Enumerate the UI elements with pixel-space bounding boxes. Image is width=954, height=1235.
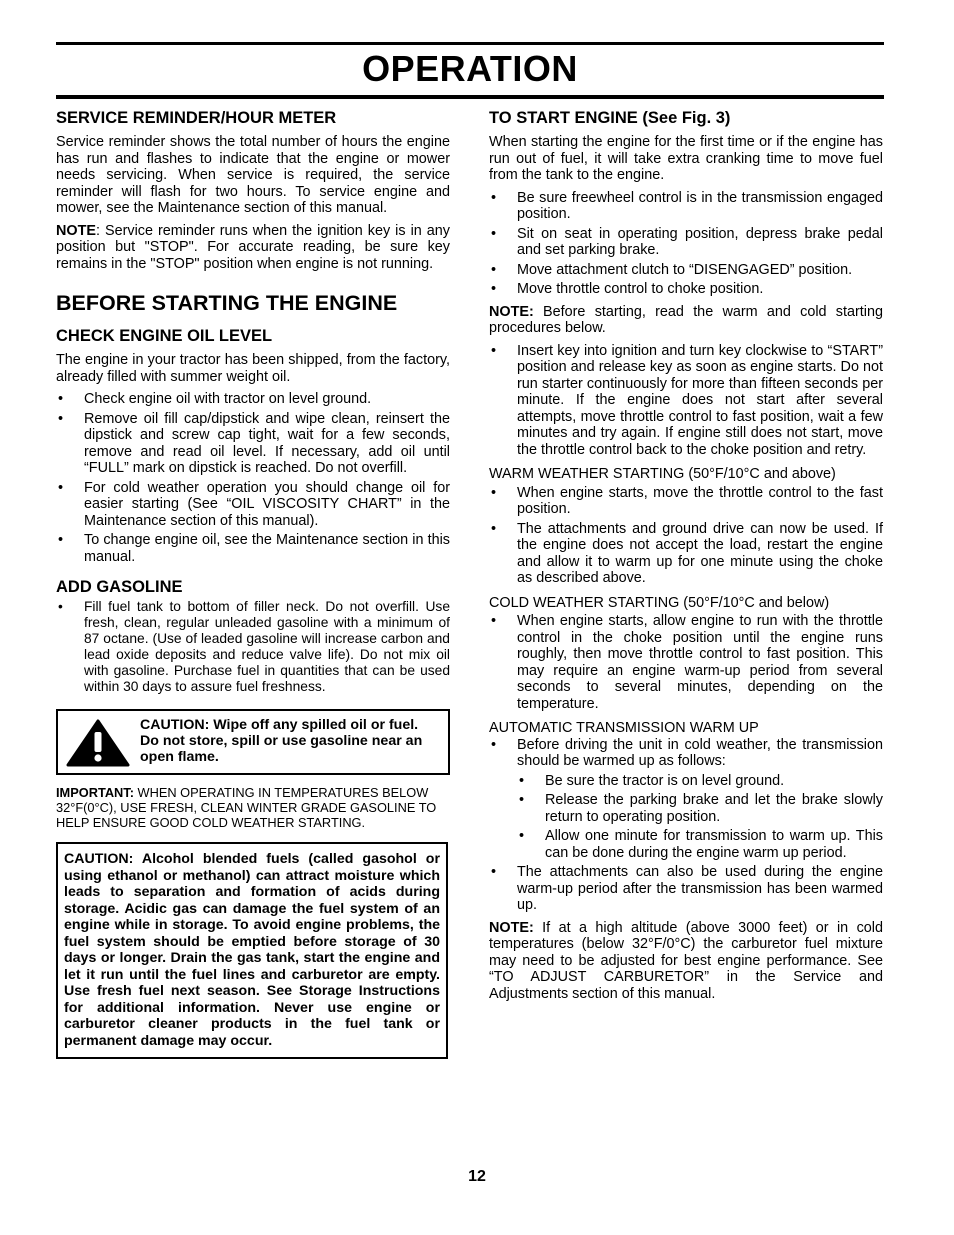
list-item: • Release the parking brake and let the brake slowly return to operating position.: [519, 792, 883, 825]
left-column: [56, 108, 450, 1059]
caution-flame-text: CAUTION: Wipe off any spilled oil or fuel. Do not store, spill or use gasoline near an open flame.: [140, 717, 423, 765]
start-engine-heading: TO START ENGINE (See Fig. 3): [489, 109, 731, 127]
key-bullets: [489, 343, 883, 459]
important-notice: [56, 785, 450, 830]
list-item: • Be sure the tractor is on level ground.: [519, 772, 785, 789]
transmission-sub-bullets: [489, 773, 883, 862]
list-item: • Move throttle control to choke position.: [491, 281, 764, 297]
list-item: • Before driving the unit in cold weather, the transmission should be warmed up as follows:: [491, 736, 883, 769]
service-paragraph: Service reminder shows the total number of hours the engine has run and flashes to indicate that the engine or mower needs servicing. When service is required, the service reminder will flash for two hours. To service engine and mower, see the Maintenance section of this manual.: [56, 134, 450, 216]
start-note: [489, 304, 883, 337]
service-note-label: NOTE: [56, 222, 96, 239]
list-item: • To change engine oil, see the Maintenance section in this manual.: [58, 532, 450, 565]
warm-weather-heading: WARM WEATHER STARTING (50°F/10°C and above): [489, 466, 836, 482]
gasoline-bullet-list: [56, 599, 450, 695]
warm-weather-bullets: [489, 485, 883, 587]
list-item: • Sit on seat in operating position, depress brake pedal and set parking brake.: [491, 225, 883, 258]
important-label: IMPORTANT:: [56, 785, 134, 800]
list-item: • Allow one minute for transmission to warm up. This can be done during the engine warm up period.: [519, 828, 883, 861]
list-item: • The attachments and ground drive can now be used. If the engine does not accept the load, restart the engine and allow it to warm up for one minute using the choke as described above.: [491, 520, 883, 586]
transmission-bullets-2: [489, 864, 883, 914]
page-title: OPERATION: [362, 48, 578, 89]
oil-heading: CHECK ENGINE OIL LEVEL: [56, 327, 273, 345]
start-note-label: NOTE:: [489, 303, 534, 320]
altitude-note-label: NOTE:: [489, 919, 534, 936]
caution-box-alcohol: CAUTION: Alcohol blended fuels (called gasohol or using ethanol or methanol) can attract moisture which leads to separation and formation of acids during storage. Acidic gas can damage the fuel system of an engine while in storage. To avoid engine problems, the fuel system should be emptied before storage of 30 days or longer. Drain the gas tank, start the engine and let it run until the fuel lines and carburetor are empty. Use fresh fuel next season. See Storage Instructions for additional information. Never use engine or carburetor cleaner products in the fuel tank or permanent damage may occur.: [56, 842, 448, 1059]
altitude-note-text: If at a high altitude (above 3000 feet) or in cold temperatures (below 32°F/0°C) the carburetor fuel mixture may need to be adjusted for best engine performance. See “TO ADJUST CARBURETOR” in the Service and Adjustments section of this manual.: [489, 919, 883, 1002]
warning-triangle-icon: [66, 719, 130, 767]
important-text: WHEN OPERATING IN TEMPERATURES BELOW 32°F(0°C), USE FRESH, CLEAN WINTER GRADE GASOLINE TO HELP ENSURE GOOD COLD WEATHER STARTING.: [56, 785, 437, 830]
list-item: • When engine starts, move the throttle control to the fast position.: [491, 484, 883, 517]
right-column: [489, 108, 883, 1008]
service-note: [56, 223, 450, 273]
caution-box-flame: [56, 709, 450, 775]
transmission-warmup-heading: AUTOMATIC TRANSMISSION WARM UP: [489, 720, 759, 736]
list-item: • Insert key into ignition and turn key clockwise to “START” position and release key as soon as engine starts. Do not run starter continuously for more than fifteen seconds per minute. If the engine does not start after several attempts, move throttle control to fast position, wait a few minutes and try again. If engine still does not start, move the throttle control back to the choke position and retry.: [491, 342, 883, 458]
list-item: • For cold weather operation you should change oil for easier starting (See “OIL VISCOSITY CHART” in the Maintenance section of this manual).: [58, 479, 450, 529]
altitude-note: [489, 920, 883, 1003]
list-item: • When engine starts, allow engine to run with the throttle control in the choke position until the engine runs roughly, then move throttle control to fast position. This may require an engine warm-up period from several seconds to several minutes, depending on the temperature.: [491, 613, 883, 712]
list-item: • Check engine oil with tractor on level ground.: [58, 391, 372, 407]
service-note-text: : Service reminder runs when the ignition key is in any position but "STOP". For accurate reading, be sure key remains in the "STOP" position when engine is not running.: [56, 222, 450, 272]
start-bullets: [489, 190, 883, 298]
cold-weather-heading: COLD WEATHER STARTING (50°F/10°C and below): [489, 594, 830, 611]
start-note-text: Before starting, read the warm and cold starting procedures below.: [489, 303, 883, 336]
header-top-rule: [56, 42, 884, 45]
list-item: • Be sure freewheel control is in the transmission engaged position.: [491, 189, 883, 222]
list-item: • Fill fuel tank to bottom of filler neck. Do not overfill. Use fresh, clean, regular unleaded gasoline with a minimum of 87 octane. (Use of leaded gasoline will increase carbon and lead oxide deposits and reduce valve life). Do not mix oil with gasoline. Purchase fuel in quantities that can be used within 30 days to assure fuel freshness.: [58, 599, 450, 694]
transmission-bullets: [489, 737, 883, 770]
start-intro: When starting the engine for the first time or if the engine has run out of fuel, it will take extra cranking time to move fuel from the tank to the engine.: [489, 134, 883, 183]
list-item: • The attachments can also be used during the engine warm-up period after the transmission has been warmed up.: [491, 864, 883, 913]
service-heading: SERVICE REMINDER/HOUR METER: [56, 109, 337, 127]
oil-paragraph: The engine in your tractor has been shipped, from the factory, already filled with summer weight oil.: [56, 352, 450, 385]
before-starting-heading: BEFORE STARTING THE ENGINE: [56, 291, 398, 315]
oil-bullet-list: [56, 391, 450, 565]
page-number: 12: [468, 1168, 486, 1185]
gasoline-heading: ADD GASOLINE: [56, 578, 183, 596]
cold-weather-bullets: [489, 613, 883, 712]
header-bottom-rule: [56, 95, 884, 99]
list-item: • Remove oil fill cap/dipstick and wipe clean, reinsert the dipstick and screw cap tight, wait for a few seconds, remove and read oil level. If necessary, add oil until “FULL” mark on dipstick is reached. Do not overfill.: [58, 410, 450, 476]
list-item: • Move attachment clutch to “DISENGAGED” position.: [491, 261, 853, 278]
